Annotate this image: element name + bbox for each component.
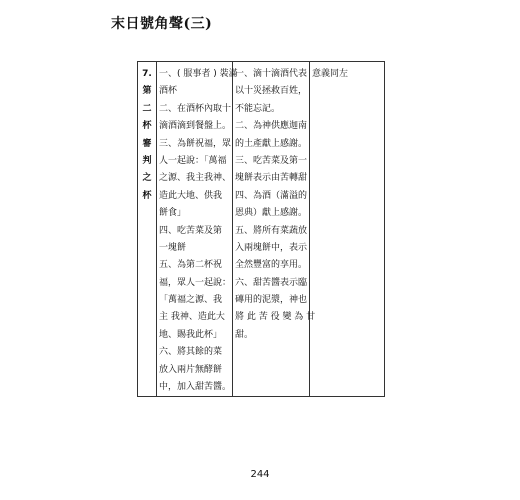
procedure-line: 酒杯 xyxy=(159,86,178,97)
procedure-line: 五、為第二杯祝 xyxy=(159,260,223,271)
procedure-line: 之源、我主我神、 xyxy=(159,173,232,184)
meaning-line: 不能忘記。 xyxy=(235,103,281,114)
procedure-line: 四、吃苦菜及第 xyxy=(159,225,223,236)
procedure-line: 二、在酒杯內取十 xyxy=(159,103,232,114)
cup-table xyxy=(137,61,385,397)
procedure-line: 六、將其餘的菜 xyxy=(159,347,223,358)
cup-label-cell xyxy=(140,66,154,205)
meaning-line: 六、甜苦醬表示臨 xyxy=(235,277,308,288)
procedure-line: 人一起說：「萬福 xyxy=(159,155,227,166)
procedure-line: 福，眾人一起說： xyxy=(159,277,232,288)
page-number: 244 xyxy=(250,469,270,480)
cup-label-char: 杯 xyxy=(142,190,152,201)
meaning-line: 將 此 苦 役 變 為 甘 xyxy=(235,312,316,323)
procedure-line: 一、( 服事者 ) 裝滿 xyxy=(159,69,238,79)
note-cell xyxy=(312,66,348,83)
meaning-line: 入兩塊餅中，表示 xyxy=(235,242,308,253)
meaning-line: 塊餅表示由苦轉甜 xyxy=(235,173,308,184)
procedure-line: 放入兩片無酵餅 xyxy=(159,364,223,375)
meaning-line: 甜。 xyxy=(235,329,254,340)
meaning-line: 以十災拯救百姓， xyxy=(235,86,308,97)
procedure-line: 中，加入甜苦醬。 xyxy=(159,382,232,393)
meaning-line: 磚用的泥漿，神也 xyxy=(235,295,308,306)
procedure-line: 三、為餅祝福，眾 xyxy=(159,138,232,149)
cup-label-char: 第 xyxy=(142,86,152,97)
cup-label-char: 杯 xyxy=(142,121,152,132)
meaning-line: 恩典）獻上感謝。 xyxy=(235,208,308,219)
page-title: 末日號角聲(三) xyxy=(111,16,213,32)
meaning-line: 全然豐富的享用。 xyxy=(235,260,308,271)
cup-label-char: 7. xyxy=(142,69,152,79)
meaning-line: 四、為酒（滿溢的 xyxy=(235,190,308,201)
procedure-line: 餅食」 xyxy=(159,208,187,219)
meaning-line: 三、吃苦菜及第一 xyxy=(235,155,308,166)
meaning-line: 的土產獻上感謝。 xyxy=(235,138,308,149)
procedure-line: 地、賜我此杯」 xyxy=(159,329,223,340)
note-line: 意義同左 xyxy=(312,69,349,79)
cup-label-char: 判 xyxy=(142,155,152,166)
procedure-line: 「萬福之源、我 xyxy=(159,295,223,306)
procedure-line: 造此大地、供我 xyxy=(159,190,223,201)
cup-label-char: 二 xyxy=(142,103,152,114)
meaning-line: 一、滴十滴酒代表 xyxy=(235,69,308,79)
meaning-cell xyxy=(235,66,315,344)
procedure-line: 滴酒滴到餐盤上。 xyxy=(159,121,232,132)
meaning-line: 五、將所有菜蔬放 xyxy=(235,225,308,236)
procedure-line: 一塊餅 xyxy=(159,242,187,253)
cup-label-char: 審 xyxy=(142,138,152,149)
meaning-line: 二、為神供應迦南 xyxy=(235,121,308,132)
cup-label-char: 之 xyxy=(142,173,152,184)
column-divider xyxy=(156,62,157,396)
procedure-cell xyxy=(159,66,238,396)
procedure-line: 主 我神、造此大 xyxy=(159,312,225,323)
